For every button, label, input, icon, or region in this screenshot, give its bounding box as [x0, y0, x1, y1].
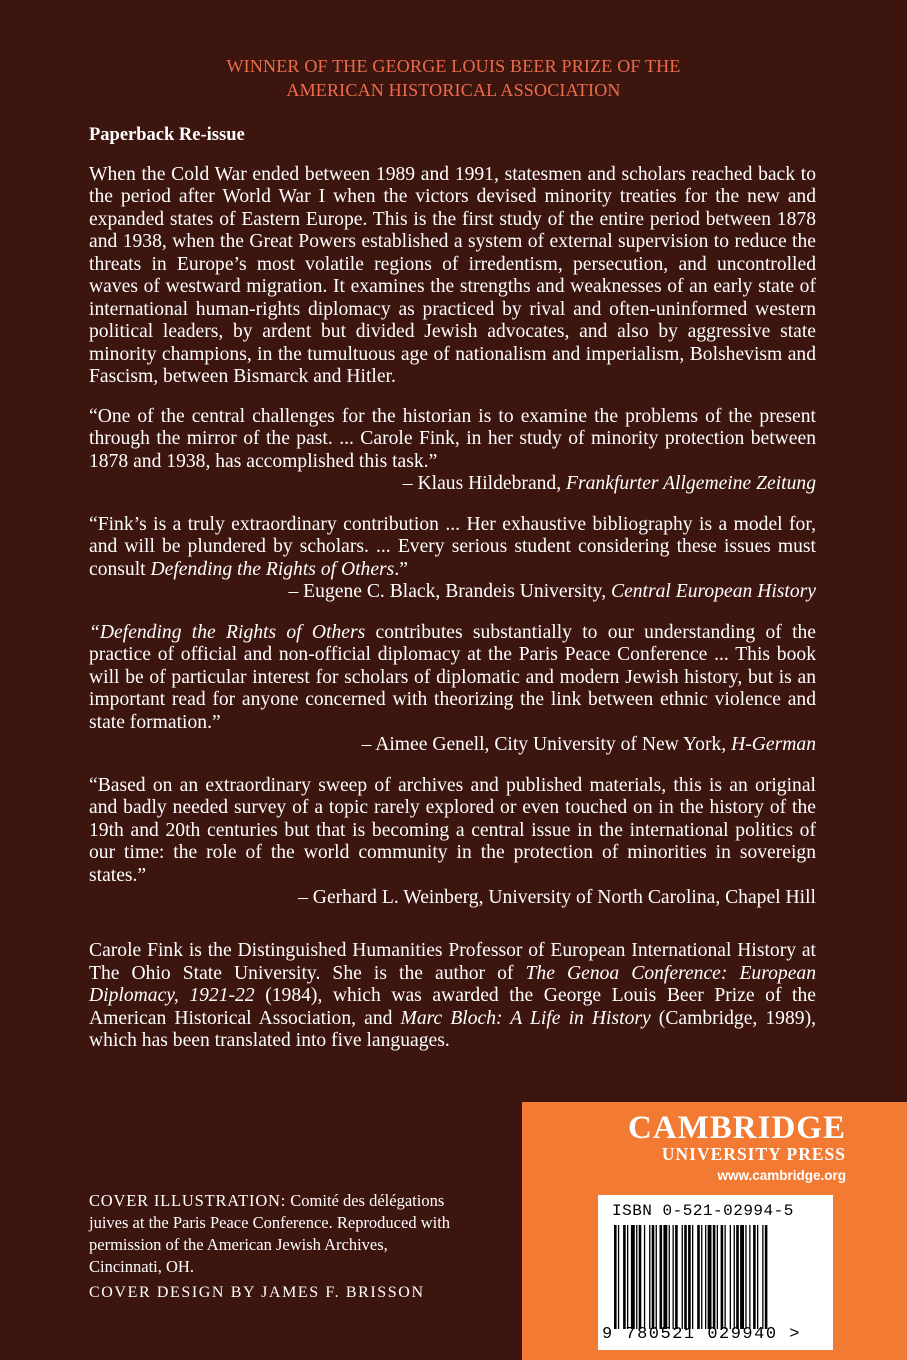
barcode-bar	[623, 1225, 626, 1329]
barcode-panel	[598, 1195, 833, 1350]
barcode-bar	[740, 1225, 744, 1329]
isbn-label: ISBN 0-521-02994-5	[612, 1202, 794, 1220]
barcode-bar	[644, 1225, 645, 1329]
review-quote: “Fink’s is a truly extraordinary contribution ... Her exhaustive bibliography is a model for, and will be plundered by scholars. ... Every serious student considering these issues must consult Defending the Rights of Others.”	[89, 513, 816, 580]
barcode-bar	[660, 1225, 663, 1329]
barcode-bar	[692, 1225, 693, 1329]
main-content	[89, 124, 816, 928]
edition-heading: Paperback Re-issue	[89, 125, 245, 145]
barcode-bar	[669, 1225, 670, 1329]
barcode-bar	[762, 1225, 763, 1329]
review-3	[89, 622, 816, 757]
barcode-bar	[649, 1225, 650, 1329]
barcode-bar	[757, 1225, 758, 1329]
award-line-2: AMERICAN HISTORICAL ASSOCIATION	[286, 80, 621, 100]
barcode-bar	[673, 1225, 674, 1329]
barcode-bar	[736, 1225, 739, 1329]
barcode-bar	[713, 1225, 716, 1329]
review-1	[89, 406, 816, 496]
award-line-1: WINNER OF THE GEORGE LOUIS BEER PRIZE OF THE	[226, 56, 681, 76]
barcode-bar	[745, 1225, 746, 1329]
barcode-number: 9 780521 029940 >	[602, 1325, 801, 1344]
review-attribution: – Aimee Genell, City University of New York, H-German	[361, 734, 816, 755]
publisher-url: www.cambridge.org	[717, 1168, 846, 1183]
barcode-bar	[684, 1225, 687, 1329]
barcode-bar	[753, 1225, 756, 1329]
review-quote: “One of the central challenges for the historian is to examine the problems of the present through the mirror of the past. ... Carole Fink, in her study of minority protection between 1878 and 1938, has accomplished this task.”	[89, 405, 816, 472]
barcode-bar	[682, 1225, 683, 1329]
cover-illustration-credit	[89, 1190, 464, 1278]
barcode-bar	[730, 1225, 731, 1329]
cover-design-credit: COVER DESIGN BY JAMES F. BRISSON	[89, 1284, 425, 1301]
barcode-bar	[639, 1225, 642, 1329]
barcode-bar	[652, 1225, 655, 1329]
barcode-bar	[749, 1225, 750, 1329]
review-attribution: – Eugene C. Black, Brandeis University, Central European History	[288, 581, 816, 602]
publisher-block	[522, 1102, 907, 1360]
barcode-bar	[675, 1225, 678, 1329]
publisher-subtitle: UNIVERSITY PRESS	[661, 1144, 846, 1164]
barcode-bar	[721, 1225, 724, 1329]
barcode-bar	[627, 1225, 628, 1329]
credit-label: COVER ILLUSTRATION:	[89, 1191, 287, 1210]
publisher-name: CAMBRIDGE	[627, 1110, 846, 1146]
barcode-bar	[614, 1225, 617, 1329]
barcode-bar	[697, 1225, 700, 1329]
barcode-bar	[701, 1225, 702, 1329]
barcode-bar	[705, 1225, 706, 1329]
barcode-bar	[663, 1225, 667, 1329]
barcode-icon	[612, 1225, 818, 1329]
award-banner	[0, 54, 907, 102]
review-2	[89, 514, 816, 604]
review-quote: “Defending the Rights of Others contributes substantially to our understanding of the practice of official and non-official diplomacy at the Paris Peace Conference ... This book will be of particular interest for scholars of diplomatic and modern Jewish history, but is an important read for anyone concerned with theorizing the link between ethnic violence and state formation.”	[89, 621, 817, 733]
review-4	[89, 775, 816, 910]
barcode-bar	[618, 1225, 619, 1329]
barcode-bar	[636, 1225, 637, 1329]
review-attribution: – Klaus Hildebrand, Frankfurter Allgemeine Zeitung	[402, 473, 816, 494]
book-description: When the Cold War ended between 1989 and 1991, statesmen and scholars reached back to the period after World War I when the victors devised minority treaties for the new and expanded states of Eastern Europe. This is the first study of the entire period between 1878 and 1938, when the Great Powers established a system of external supervision to reduce the threats in Europe’s most volatile regions of irredentism, persecution, and uncontrolled waves of westward migration. It examines the strengths and weaknesses of an early state of international human-rights diplomacy as practiced by rival and often-uninformed western political leaders, by ardent but divided Jewish advocates, and also by aggressive state minority champions, in the tumultuous age of nationalism and imperialism, Bolshevism and Fascism, between Bismarck and Hitler.	[89, 163, 816, 387]
barcode-bar	[656, 1225, 657, 1329]
barcode-bar	[708, 1225, 712, 1329]
barcode-bar	[734, 1225, 735, 1329]
barcode-bar	[688, 1225, 691, 1329]
barcode-bar	[725, 1225, 726, 1329]
author-bio: Carole Fink is the Distinguished Humanities Professor of European International History at The Ohio State University. She is the author of The Genoa Conference: European Diplomacy, 1921-22 (1984), which was awarded the George Louis Beer Prize of the American Historical Association, and Marc Bloch: A Life in History (Cambridge, 1989), which has been translated into five languages.	[89, 940, 816, 1051]
barcode-bar	[631, 1225, 635, 1329]
barcode-bar	[717, 1225, 718, 1329]
barcode-bar	[765, 1225, 768, 1329]
review-quote: “Based on an extraordinary sweep of archives and published materials, this is an original and badly needed survey of a topic rarely explored or even touched on in the history of the 19th and 20th centuries but that is becoming a central issue in the international politics of our time: the role of the world community in the protection of minorities in sovereign states.”	[89, 774, 816, 886]
review-attribution: – Gerhard L. Weinberg, University of North Carolina, Chapel Hill	[298, 887, 816, 908]
credit-text: Comité des délégations juives at the Paris Peace Conference. Reproduced with permission of the American Jewish Archives, Cincinnati, OH.	[89, 1191, 451, 1276]
